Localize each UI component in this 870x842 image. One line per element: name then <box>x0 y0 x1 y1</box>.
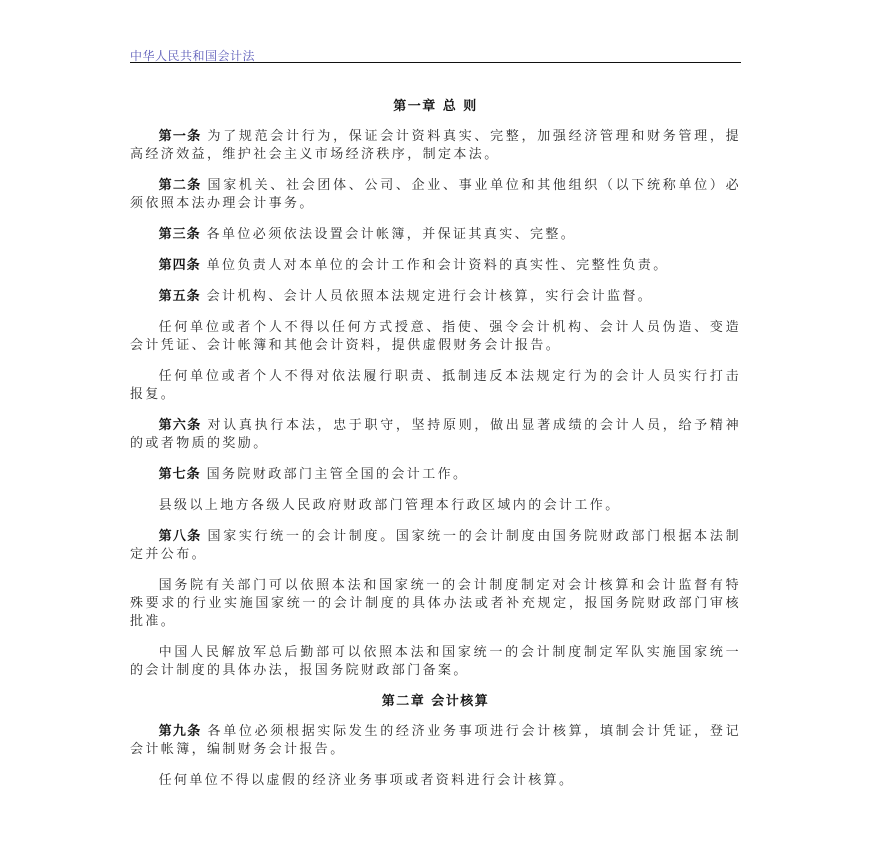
article-text: 任何单位不得以虚假的经济业务事项或者资料进行会计核算。 <box>158 773 575 788</box>
article-paragraph <box>130 128 741 164</box>
article-number: 第七条 <box>158 467 201 482</box>
article-paragraph <box>130 226 741 244</box>
article-paragraph <box>130 644 741 680</box>
chapter-2-paragraphs <box>130 723 741 790</box>
article-text: 各单位必须根据实际发生的经济业务事项进行会计核算，填制会计凭证，登记会计帐簿，编制财务会计报告。 <box>130 724 741 757</box>
article-text: 为了规范会计行为，保证会计资料真实、完整，加强经济管理和财务管理，提高经济效益，维护社会主义市场经济秩序，制定本法。 <box>130 129 741 162</box>
article-paragraph <box>130 497 741 515</box>
article-text: 县级以上地方各级人民政府财政部门管理本行政区域内的会计工作。 <box>158 498 621 513</box>
article-paragraph <box>130 772 741 790</box>
article-paragraph <box>130 177 741 213</box>
article-text: 单位负责人对本单位的会计工作和会计资料的真实性、完整性负责。 <box>206 258 669 273</box>
article-number: 第一条 <box>158 129 202 144</box>
article-paragraph <box>130 288 741 306</box>
chapter-heading: 第二章 会计核算 <box>381 694 490 709</box>
article-number: 第六条 <box>158 418 202 433</box>
article-paragraph <box>130 319 741 355</box>
article-text: 会计机构、会计人员依照本法规定进行会计核算，实行会计监督。 <box>206 289 654 304</box>
article-number: 第九条 <box>158 724 202 739</box>
article-text: 各单位必须依法设置会计帐簿，并保证其真实、完整。 <box>206 227 577 242</box>
chapter-1-paragraphs <box>130 128 741 680</box>
article-text: 国务院有关部门可以依照本法和国家统一的会计制度制定对会计核算和会计监督有特殊要求的行业实施国家统一的会计制度的具体办法或者补充规定，报国务院财政部门审核批准。 <box>130 578 741 629</box>
article-paragraph <box>130 257 741 275</box>
article-paragraph <box>130 528 741 564</box>
article-text: 国家机关、社会团体、公司、企业、事业单位和其他组织（以下统称单位）必须依照本法办理会计事务。 <box>130 178 741 211</box>
article-text: 任何单位或者个人不得以任何方式授意、指使、强令会计机构、会计人员伪造、变造会计凭证、会计帐簿和其他会计资料，提供虚假财务会计报告。 <box>130 320 741 353</box>
article-number: 第三条 <box>158 227 201 242</box>
article-paragraph <box>130 417 741 453</box>
article-number: 第五条 <box>158 289 201 304</box>
article-text: 对认真执行本法，忠于职守，坚持原则，做出显著成绩的会计人员，给予精神的或者物质的奖励。 <box>130 418 741 451</box>
article-text: 中国人民解放军总后勤部可以依照本法和国家统一的会计制度制定军队实施国家统一的会计制度的具体办法，报国务院财政部门备案。 <box>130 645 741 678</box>
page-header <box>130 45 741 63</box>
document-body <box>130 98 741 803</box>
document-title: 中华人民共和国会计法 <box>130 49 256 63</box>
article-text: 任何单位或者个人不得对依法履行职责、抵制违反本法规定行为的会计人员实行打击报复。 <box>130 369 741 402</box>
article-paragraph <box>130 723 741 759</box>
article-text: 国家实行统一的会计制度。国家统一的会计制度由国务院财政部门根据本法制定并公布。 <box>130 529 741 562</box>
article-number: 第二条 <box>158 178 202 193</box>
article-text: 国务院财政部门主管全国的会计工作。 <box>206 467 469 482</box>
article-paragraph <box>130 466 741 484</box>
article-paragraph <box>130 368 741 404</box>
article-number: 第八条 <box>158 529 202 544</box>
chapter-heading: 第一章 总 则 <box>393 99 478 114</box>
article-paragraph <box>130 577 741 631</box>
article-number: 第四条 <box>158 258 201 273</box>
